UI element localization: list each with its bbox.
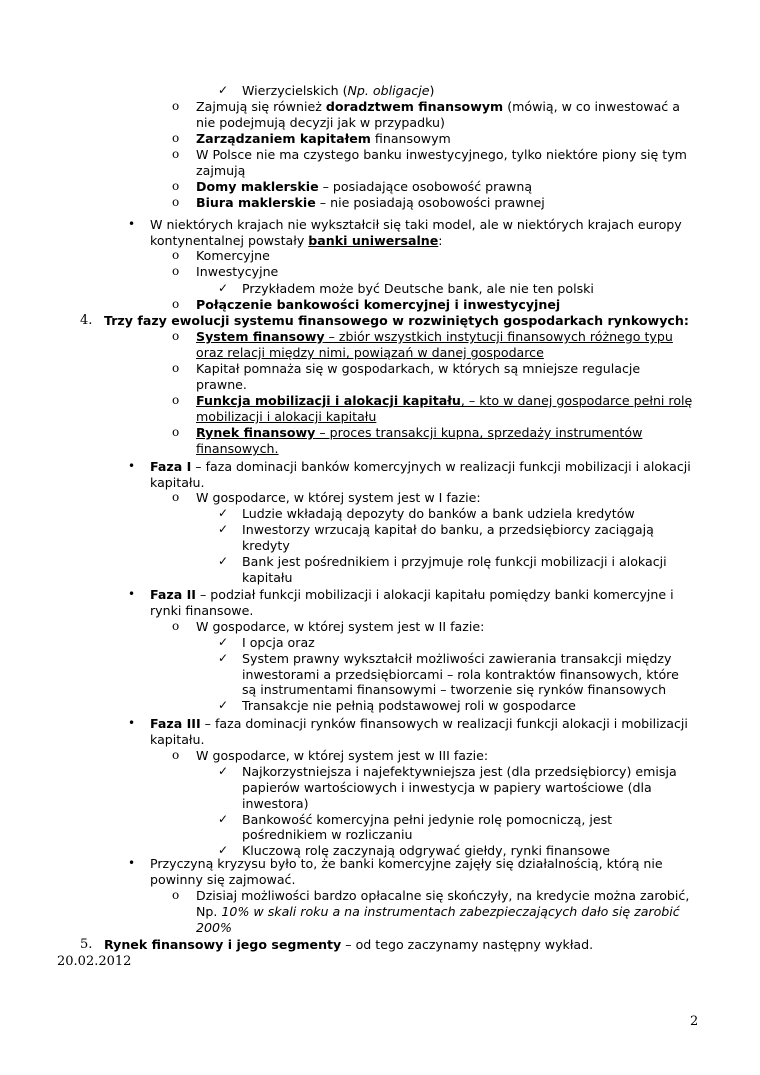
heading-text: Rynek finansowy i jego segmenty – od tego zaczynamy następny wykład. xyxy=(104,937,594,952)
circle-bullet-icon: o xyxy=(172,361,180,375)
checklist-item xyxy=(0,83,760,99)
sub-list-item xyxy=(0,425,760,441)
checklist-item xyxy=(0,698,760,714)
item-text: Dzisiaj możliwości bardzo opłacalne się skończyły, na kredycie można zarobić, xyxy=(196,888,690,903)
sub-list-item xyxy=(0,195,760,211)
sub-list-item xyxy=(0,179,760,195)
circle-bullet-icon: o xyxy=(172,147,180,161)
item-text: W Polsce nie ma czystego banku inwestycyjnego, tylko niektóre piony się tym xyxy=(196,147,687,162)
bullet-icon: • xyxy=(128,217,136,231)
check-icon: ✓ xyxy=(218,83,229,97)
sub-list-item xyxy=(0,329,760,345)
bullet-icon: • xyxy=(128,587,136,601)
sub-list-item xyxy=(0,248,760,264)
list-item xyxy=(0,587,760,603)
item-text: System finansowy – zbiór wszystkich instytucji finansowych różnego typu xyxy=(196,329,673,344)
item-text: W gospodarce, w której system jest w III fazie: xyxy=(196,748,489,763)
item-text: W gospodarce, w której system jest w II fazie: xyxy=(196,619,485,634)
sub-list-item xyxy=(0,131,760,147)
item-text: Funkcja mobilizacji i alokacji kapitału, – kto w danej gospodarce pełni rolę xyxy=(196,393,693,408)
item-text-continued: kapitału xyxy=(242,570,293,585)
sub-list-item xyxy=(0,490,760,506)
checklist-item xyxy=(0,522,760,538)
item-text: Inwestorzy wrzucają kapitał do banku, a przedsiębiorcy zaciągają xyxy=(242,522,654,537)
item-text: Komercyjne xyxy=(196,248,270,263)
item-text: Faza I – faza dominacji banków komercyjnych w realizacji funkcji mobilizacji i alokacji xyxy=(150,459,691,474)
item-text: Kapitał pomnaża się w gospodarkach, w których są mniejsze regulacje xyxy=(196,361,641,376)
checklist-item xyxy=(0,764,760,780)
page-number: 2 xyxy=(690,1014,699,1029)
numbered-heading xyxy=(0,937,760,953)
date-label: 20.02.2012 xyxy=(57,954,132,969)
item-text-continued: kredyty xyxy=(242,538,290,553)
item-text-continued: 200% xyxy=(196,920,233,935)
item-text-continued: rynki finansowe. xyxy=(150,603,254,618)
list-number: 4. xyxy=(80,313,93,328)
item-text-continued: powinny się zajmować. xyxy=(150,872,296,887)
checklist-item xyxy=(0,554,760,570)
check-icon: ✓ xyxy=(218,281,229,295)
item-text: Przyczyną kryzysu było to, że banki komercyjne zajęły się działalnością, którą nie xyxy=(150,856,663,871)
checklist-item xyxy=(0,506,760,522)
heading-text: Trzy fazy ewolucji systemu finansowego w rozwiniętych gospodarkach rynkowych: xyxy=(104,313,689,328)
item-text: Domy maklerskie – posiadające osobowość prawną xyxy=(196,179,533,194)
item-text: Faza II – podział funkcji mobilizacji i alokacji kapitału pomiędzy banki komercyjne i xyxy=(150,587,674,602)
sub-list-item xyxy=(0,297,760,313)
item-text: Najkorzystniejsza i najefektywniejsza jest (dla przedsiębiorcy) emisja xyxy=(242,764,677,779)
item-text-continued: mobilizacji i alokacji kapitału xyxy=(196,409,377,424)
bullet-icon: • xyxy=(128,716,136,730)
circle-bullet-icon: o xyxy=(172,297,180,311)
bullet-icon: • xyxy=(128,459,136,473)
circle-bullet-icon: o xyxy=(172,888,180,902)
circle-bullet-icon: o xyxy=(172,195,180,209)
circle-bullet-icon: o xyxy=(172,131,180,145)
item-text: Bank jest pośrednikiem i przyjmuje rolę funkcji mobilizacji i alokacji xyxy=(242,554,667,569)
check-icon: ✓ xyxy=(218,554,229,568)
item-text-continued: inwestora) xyxy=(242,796,309,811)
list-item xyxy=(0,459,760,475)
check-icon: ✓ xyxy=(218,764,229,778)
circle-bullet-icon: o xyxy=(172,619,180,633)
item-text: Ludzie wkładają depozyty do banków a bank udziela kredytów xyxy=(242,506,635,521)
checklist-item xyxy=(0,812,760,828)
item-text-continued: finansowych. xyxy=(196,441,279,456)
circle-bullet-icon: o xyxy=(172,748,180,762)
check-icon: ✓ xyxy=(218,522,229,536)
checklist-item xyxy=(0,651,760,667)
list-item xyxy=(0,716,760,732)
item-text-continued: kapitału. xyxy=(150,475,205,490)
item-text: Przykładem może być Deutsche bank, ale nie ten polski xyxy=(242,281,594,296)
item-text: Połączenie bankowości komercyjnej i inwestycyjnej xyxy=(196,297,561,312)
circle-bullet-icon: o xyxy=(172,425,180,439)
sub-list-item xyxy=(0,748,760,764)
item-text-continued: kapitału. xyxy=(150,732,205,747)
circle-bullet-icon: o xyxy=(172,490,180,504)
check-icon: ✓ xyxy=(218,698,229,712)
check-icon: ✓ xyxy=(218,506,229,520)
item-text-continued: nie podejmują decyzji jak w przypadku) xyxy=(196,115,445,130)
item-text: Faza III – faza dominacji rynków finansowych w realizacji funkcji alokacji i mobilizacji xyxy=(150,716,688,731)
item-text-continued: papierów wartościowych i inwestycja w papiery wartościowe (dla xyxy=(242,780,652,795)
item-text-continued: są instrumentami finansowymi – tworzenie się rynków finansowych xyxy=(242,682,667,697)
item-text-continued: inwestorami a przedsiębiorcami – rola kontraktów finansowych, które xyxy=(242,667,679,682)
circle-bullet-icon: o xyxy=(172,179,180,193)
sub-list-item xyxy=(0,99,760,115)
item-text: Bankowość komercyjna pełni jedynie rolę pomocniczą, jest xyxy=(242,812,613,827)
item-text: Transakcje nie pełnią podstawowej roli w gospodarce xyxy=(242,698,576,713)
sub-list-item xyxy=(0,264,760,280)
checklist-item xyxy=(0,281,760,297)
sub-list-item xyxy=(0,888,760,904)
item-text: Inwestycyjne xyxy=(196,264,279,279)
list-item xyxy=(0,856,760,872)
sub-list-item xyxy=(0,361,760,377)
item-text: W niektórych krajach nie wykształcił się taki model, ale w niektórych krajach europy xyxy=(150,217,682,232)
check-icon: ✓ xyxy=(218,843,229,857)
item-text-continued: oraz relacji między nimi, powiązań w danej gospodarce xyxy=(196,345,544,360)
bullet-icon: • xyxy=(128,856,136,870)
item-text: Wierzycielskich (Np. obligacje) xyxy=(242,83,435,98)
circle-bullet-icon: o xyxy=(172,248,180,262)
item-text-continued: pośrednikiem w rozliczaniu xyxy=(242,827,413,842)
list-number: 5. xyxy=(80,937,93,952)
check-icon: ✓ xyxy=(218,812,229,826)
sub-list-item xyxy=(0,147,760,163)
item-text: Zarządzaniem kapitałem finansowym xyxy=(196,131,451,146)
item-text-continued: prawne. xyxy=(196,377,247,392)
item-text: System prawny wykształcił możliwości zawierania transakcji między xyxy=(242,651,672,666)
check-icon: ✓ xyxy=(218,651,229,665)
numbered-heading xyxy=(0,313,760,329)
circle-bullet-icon: o xyxy=(172,264,180,278)
item-text: W gospodarce, w której system jest w I fazie: xyxy=(196,490,481,505)
item-text-continued: zajmują xyxy=(196,163,246,178)
sub-list-item xyxy=(0,393,760,409)
circle-bullet-icon: o xyxy=(172,329,180,343)
list-item xyxy=(0,217,760,233)
item-text: Zajmują się również doradztwem finansowym (mówią, w co inwestować a xyxy=(196,99,680,114)
checklist-item xyxy=(0,635,760,651)
circle-bullet-icon: o xyxy=(172,393,180,407)
sub-list-item xyxy=(0,619,760,635)
item-text: Kluczową rolę zaczynają odgrywać giełdy, rynki finansowe xyxy=(242,843,610,858)
check-icon: ✓ xyxy=(218,635,229,649)
item-text: Biura maklerskie – nie posiadają osobowości prawnej xyxy=(196,195,545,210)
item-text: I opcja oraz xyxy=(242,635,315,650)
item-text-continued: kontynentalnej powstały banki uniwersalne: xyxy=(150,233,443,248)
circle-bullet-icon: o xyxy=(172,99,180,113)
item-text-continued: Np. 10% w skali roku a na instrumentach zabezpieczających dało się zarobić xyxy=(196,904,680,919)
item-text: Rynek finansowy – proces transakcji kupna, sprzedaży instrumentów xyxy=(196,425,643,440)
